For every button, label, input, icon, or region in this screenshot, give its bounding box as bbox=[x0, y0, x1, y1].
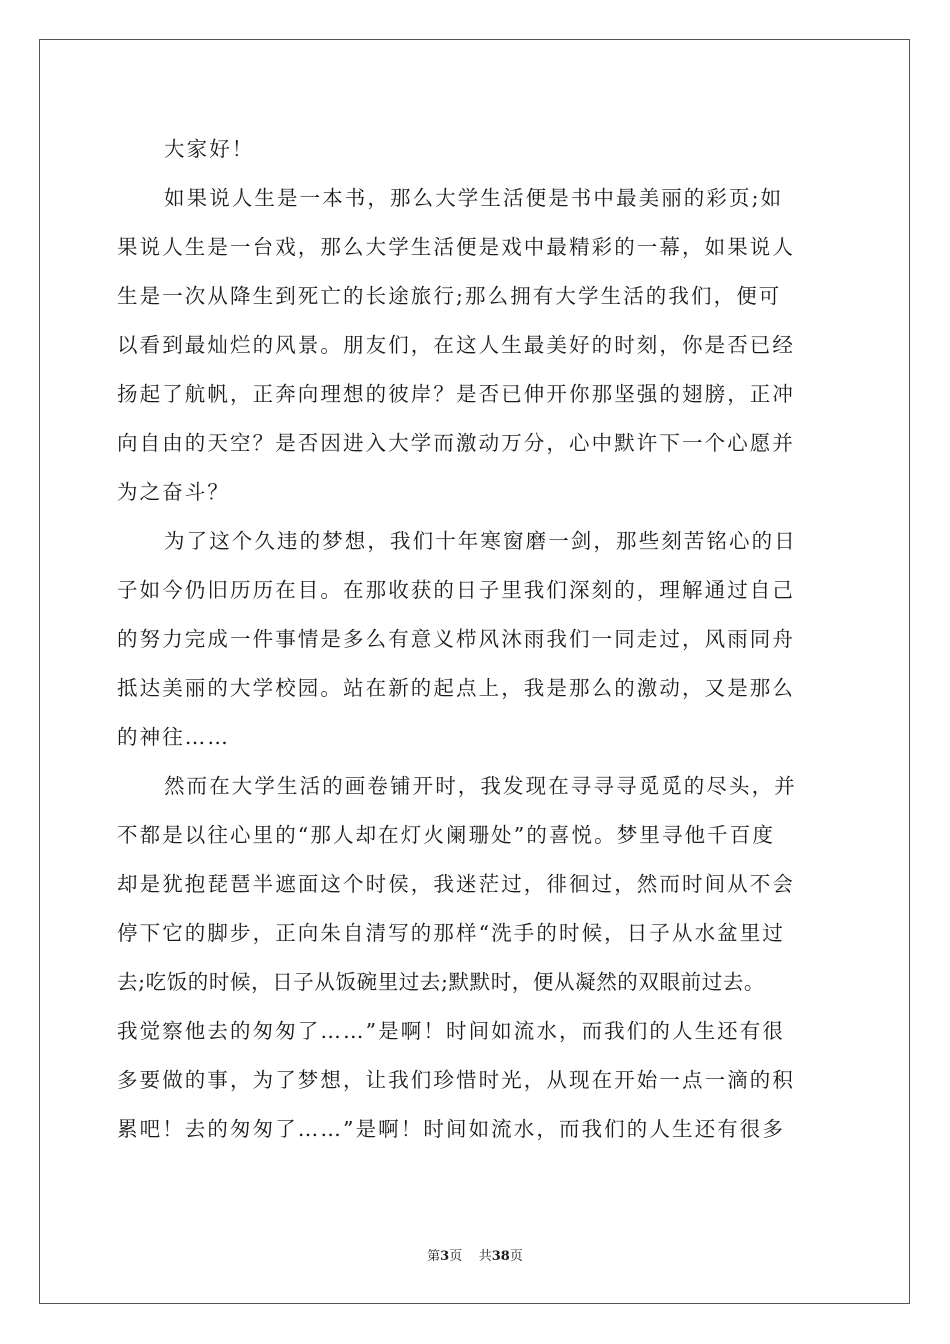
text-line: 多要做的事，为了梦想，让我们珍惜时光，从现在开始一点一滴的积 bbox=[117, 1068, 795, 1092]
text-line: 大家好！ bbox=[164, 137, 255, 161]
page-suffix: 页 bbox=[449, 1249, 463, 1264]
text-line: 为之奋斗？ bbox=[117, 480, 230, 504]
text-line: 累吧！去的匆匆了……”是啊！时间如流水，而我们的人生还有很多 bbox=[117, 1117, 785, 1141]
text-line: 以看到最灿烂的风景。朋友们，在这人生最美好的时刻，你是否已经 bbox=[117, 333, 795, 357]
text-line: 扬起了航帆，正奔向理想的彼岸？是否已伸开你那坚强的翅膀，正冲 bbox=[117, 382, 795, 406]
text-line: 却是犹抱琵琶半遮面这个时侯，我迷茫过，徘徊过，然而时间从不会 bbox=[117, 872, 795, 896]
text-line: 为了这个久违的梦想，我们十年寒窗磨一剑，那些刻苦铭心的日 bbox=[164, 529, 797, 553]
document-body bbox=[117, 125, 837, 1154]
text-line: 的神往…… bbox=[117, 725, 230, 749]
text-line: 不都是以往心里的“那人却在灯火阑珊处”的喜悦。梦里寻他千百度 bbox=[117, 823, 775, 847]
text-line: 去;吃饭的时候，日子从饭碗里过去;默默时，便从凝然的双眼前过去。 bbox=[117, 970, 766, 994]
total-suffix: 页 bbox=[509, 1249, 523, 1264]
text-line: 向自由的天空？是否因进入大学而激动万分，心中默许下一个心愿并 bbox=[117, 431, 795, 455]
text-line: 如果说人生是一本书，那么大学生活便是书中最美丽的彩页;如 bbox=[164, 186, 784, 210]
text-line: 的努力完成一件事情是多么有意义栉风沐雨我们一同走过，风雨同舟 bbox=[117, 627, 795, 651]
text-line: 果说人生是一台戏，那么大学生活便是戏中最精彩的一幕，如果说人 bbox=[117, 235, 795, 259]
text-line: 子如今仍旧历历在目。在那收获的日子里我们深刻的，理解通过自己 bbox=[117, 578, 795, 602]
text-line: 停下它的脚步，正向朱自清写的那样“洗手的时候，日子从水盆里过 bbox=[117, 921, 785, 945]
total-pages: 38 bbox=[491, 1249, 510, 1264]
page-number: 3 bbox=[440, 1249, 450, 1264]
page-footer bbox=[0, 1245, 950, 1264]
text-line: 我觉察他去的匆匆了……”是啊！时间如流水，而我们的人生还有很 bbox=[117, 1019, 785, 1043]
text-line: 然而在大学生活的画卷铺开时，我发现在寻寻寻觅觅的尽头，并 bbox=[164, 774, 797, 798]
text-line: 抵达美丽的大学校园。站在新的起点上，我是那么的激动，又是那么 bbox=[117, 676, 795, 700]
text-line: 生是一次从降生到死亡的长途旅行;那么拥有大学生活的我们，便可 bbox=[117, 284, 782, 308]
page-prefix: 第 bbox=[427, 1249, 441, 1264]
total-prefix: 共 bbox=[478, 1249, 492, 1264]
